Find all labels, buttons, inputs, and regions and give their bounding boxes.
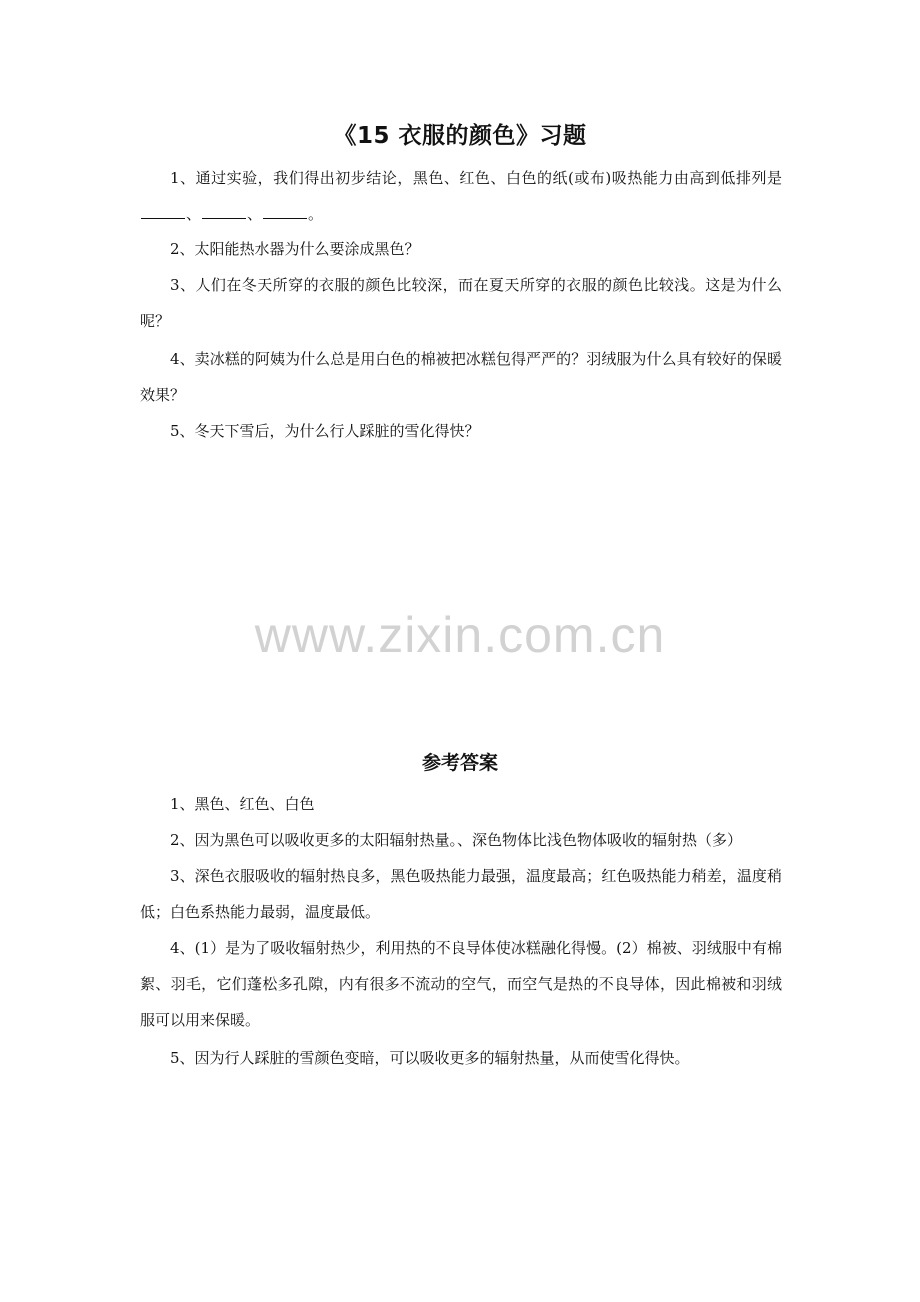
answer-3: 3、深色衣服吸收的辐射热良多，黑色吸热能力最强，温度最高；红色吸热能力稍差，温度稍低；白色系热能力最弱，温度最低。 <box>140 867 782 921</box>
blank-separator-2: 、 <box>247 205 263 223</box>
question-1 <box>140 160 782 232</box>
answer-blank-1[interactable] <box>141 202 185 219</box>
question-5: 5、冬天下雪后，为什么行人踩脏的雪化得快？ <box>170 422 480 440</box>
answers-heading: 参考答案 <box>421 752 498 774</box>
question-2: 2、太阳能热水器为什么要涂成黑色？ <box>170 240 420 258</box>
question-3: 3、人们在冬天所穿的衣服的颜色比较深，而在夏天所穿的衣服的颜色比较浅。这是为什么呢？ <box>140 276 782 330</box>
question-1-text: 1、通过实验，我们得出初步结论，黑色、红色、白色的纸(或布)吸热能力由高到低排列是 <box>170 169 782 187</box>
answer-2: 2、因为黑色可以吸收更多的太阳辐射热量。、深色物体比浅色物体吸收的辐射热（多） <box>170 831 743 849</box>
blank-separator-1: 、 <box>186 205 202 223</box>
answer-blank-3[interactable] <box>263 202 307 219</box>
answer-blank-2[interactable] <box>202 202 246 219</box>
watermark: www.zixin.com.cn <box>254 607 666 663</box>
question-1-end: 。 <box>308 205 324 223</box>
answer-1: 1、黑色、红色、白色 <box>170 795 315 813</box>
question-4: 4、卖冰糕的阿姨为什么总是用白色的棉被把冰糕包得严严的？羽绒服为什么具有较好的保暖效果？ <box>140 350 782 404</box>
answer-5: 5、因为行人踩脏的雪颜色变暗，可以吸收更多的辐射热量，从而使雪化得快。 <box>170 1049 690 1067</box>
document-title: 《15 衣服的颜色》习题 <box>333 123 587 149</box>
answer-4: 4、(1）是为了吸收辐射热少，利用热的不良导体使冰糕融化得慢。(2）棉被、羽绒服中有棉絮、羽毛，它们蓬松多孔隙，内有很多不流动的空气，而空气是热的不良导体，因此棉被和羽绒服可以用来保暖。 <box>140 939 782 1029</box>
